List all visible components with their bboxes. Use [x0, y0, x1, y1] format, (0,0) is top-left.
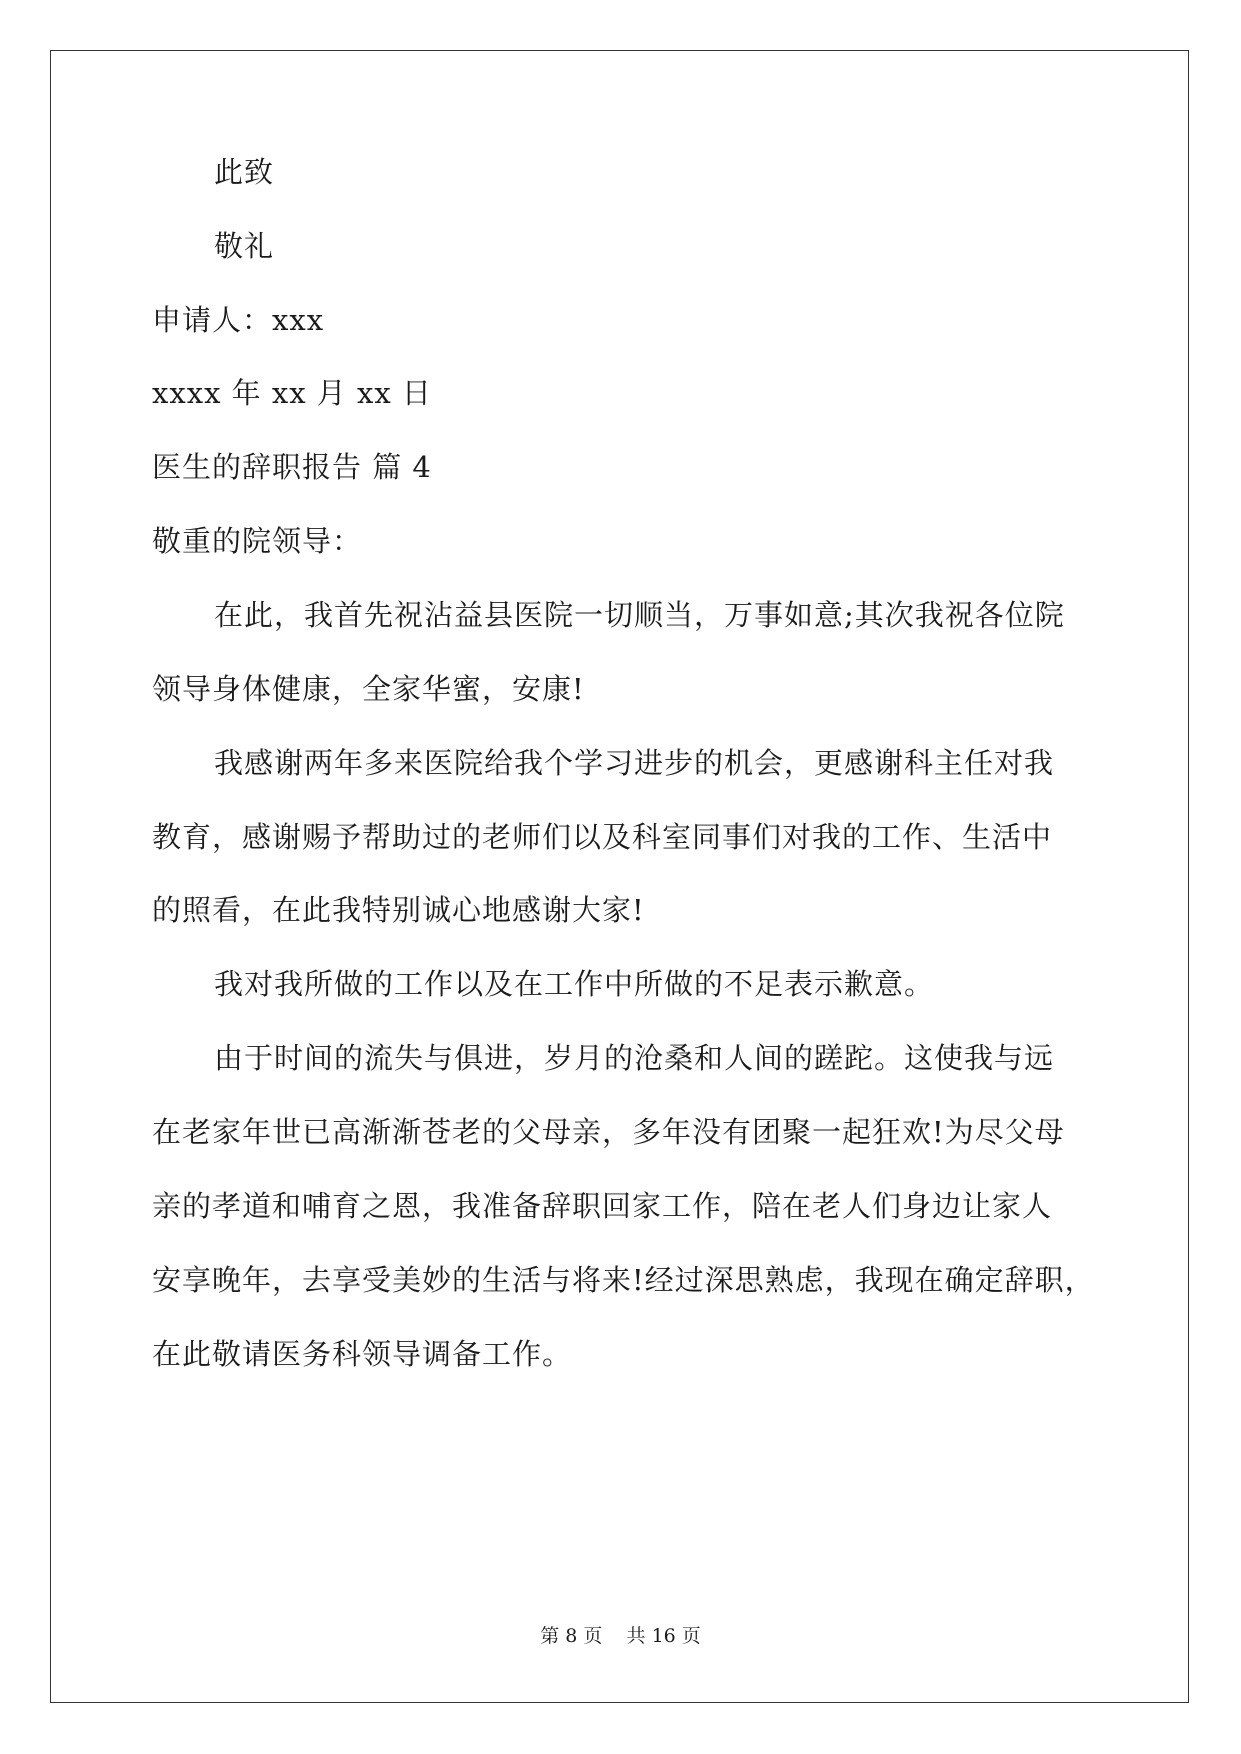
salutation-end-line: 敬礼	[214, 229, 275, 263]
page-number-footer: 第 8 页 共 16 页	[540, 1625, 701, 1647]
page-border	[50, 50, 1189, 1703]
paragraph-line: 领导身体健康，全家华蜜，安康!	[152, 672, 585, 706]
greeting-line: 敬重的院领导：	[152, 524, 363, 558]
date-line: xxxx 年 xx 月 xx 日	[152, 376, 432, 410]
paragraph-line: 在老家年世已高渐渐苍老的父母亲，多年没有团聚一起狂欢!为尽父母	[152, 1115, 1065, 1149]
paragraph-line: 亲的孝道和哺育之恩，我准备辞职回家工作，陪在老人们身边让家人	[152, 1189, 1053, 1223]
paragraph-line: 安享晚年，去享受美妙的生活与将来!经过深思熟虑，我现在确定辞职，	[152, 1263, 1095, 1297]
paragraph-line: 在此，我首先祝沾益县医院一切顺当，万事如意;其次我祝各位院	[214, 598, 1065, 632]
applicant-line: 申请人：xxx	[152, 303, 325, 337]
paragraph-line: 我对我所做的工作以及在工作中所做的不足表示歉意。	[214, 967, 935, 1001]
section-title: 医生的辞职报告 篇 4	[152, 450, 432, 484]
paragraph-line: 由于时间的流失与俱进，岁月的沧桑和人间的蹉跎。这使我与远	[214, 1041, 1055, 1075]
paragraph-line: 在此敬请医务科领导调备工作。	[152, 1337, 573, 1371]
paragraph-line: 的照看，在此我特别诚心地感谢大家!	[152, 893, 645, 927]
paragraph-line: 我感谢两年多来医院给我个学习进步的机会，更感谢科主任对我	[214, 746, 1055, 780]
paragraph-line: 教育，感谢赐予帮助过的老师们以及科室同事们对我的工作、生活中	[152, 820, 1053, 854]
closing-line: 此致	[214, 155, 275, 189]
